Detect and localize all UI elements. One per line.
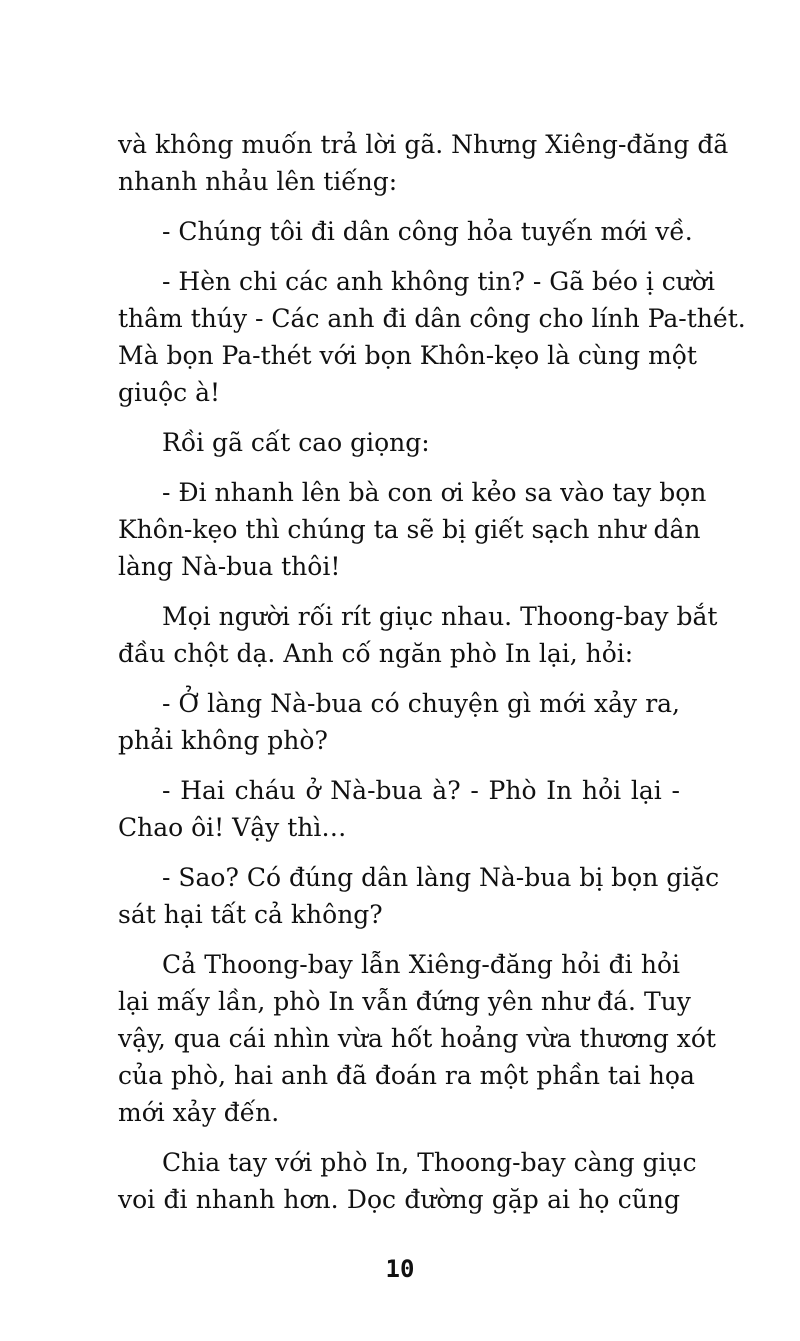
text-line: Chao ôi! Vậy thì… — [118, 813, 347, 842]
paragraph — [118, 859, 720, 933]
text-line: - Chúng tôi đi dân công hỏa tuyến mới về. — [162, 217, 693, 246]
text-line: và không muốn trả lời gã. Nhưng Xiêng-đăng đã — [118, 130, 729, 159]
paragraph — [118, 685, 680, 759]
text-line: - Đi nhanh lên bà con ơi kẻo sa vào tay bọn — [162, 478, 707, 507]
paragraph — [118, 126, 729, 200]
paragraph — [118, 474, 707, 585]
text-line: Rồi gã cất cao giọng: — [162, 428, 430, 457]
text-line: - Ở làng Nà-bua có chuyện gì mới xảy ra, — [162, 689, 680, 718]
text-line: Mà bọn Pa-thét với bọn Khôn-kẹo là cùng một — [118, 341, 697, 370]
paragraph — [118, 424, 680, 461]
text-line: - Hèn chi các anh không tin? - Gã béo ị cười — [162, 267, 715, 296]
paragraph — [118, 1144, 697, 1218]
text-line: giuộc à! — [118, 378, 221, 407]
text-line: voi đi nhanh hơn. Dọc đường gặp ai họ cũng — [118, 1185, 680, 1214]
paragraph — [118, 772, 680, 846]
text-line: Cả Thoong-bay lẫn Xiêng-đăng hỏi đi hỏi — [162, 950, 680, 979]
text-line: nhanh nhảu lên tiếng: — [118, 167, 398, 196]
text-line: phải không phò? — [118, 726, 328, 755]
text-line: vậy, qua cái nhìn vừa hốt hoảng vừa thương xót — [118, 1024, 716, 1053]
text-line: làng Nà-bua thôi! — [118, 552, 341, 581]
paragraph — [118, 946, 716, 1131]
text-line: Mọi người rối rít giục nhau. Thoong-bay bắt — [162, 602, 718, 631]
body-text — [118, 126, 746, 1218]
text-line: của phò, hai anh đã đoán ra một phần tai họa — [118, 1061, 695, 1090]
paragraph — [118, 263, 746, 411]
page-number: 10 — [385, 1255, 415, 1283]
text-line: sát hại tất cả không? — [118, 900, 383, 929]
text-line: mới xảy đến. — [118, 1098, 280, 1127]
text-line: - Hai cháu ở Nà-bua à? - Phò In hỏi lại - — [162, 776, 680, 805]
text-line: Khôn-kẹo thì chúng ta sẽ bị giết sạch như dân — [118, 515, 701, 544]
text-line: lại mấy lần, phò In vẫn đứng yên như đá. Tuy — [118, 987, 691, 1016]
paragraph — [118, 213, 693, 250]
text-line: đầu chột dạ. Anh cố ngăn phò In lại, hỏi: — [118, 639, 634, 668]
text-line: thâm thúy - Các anh đi dân công cho lính Pa-thét. — [118, 304, 746, 333]
text-line: - Sao? Có đúng dân làng Nà-bua bị bọn giặc — [162, 863, 720, 892]
text-line: Chia tay với phò In, Thoong-bay càng giục — [162, 1148, 697, 1177]
paragraph — [118, 598, 718, 672]
